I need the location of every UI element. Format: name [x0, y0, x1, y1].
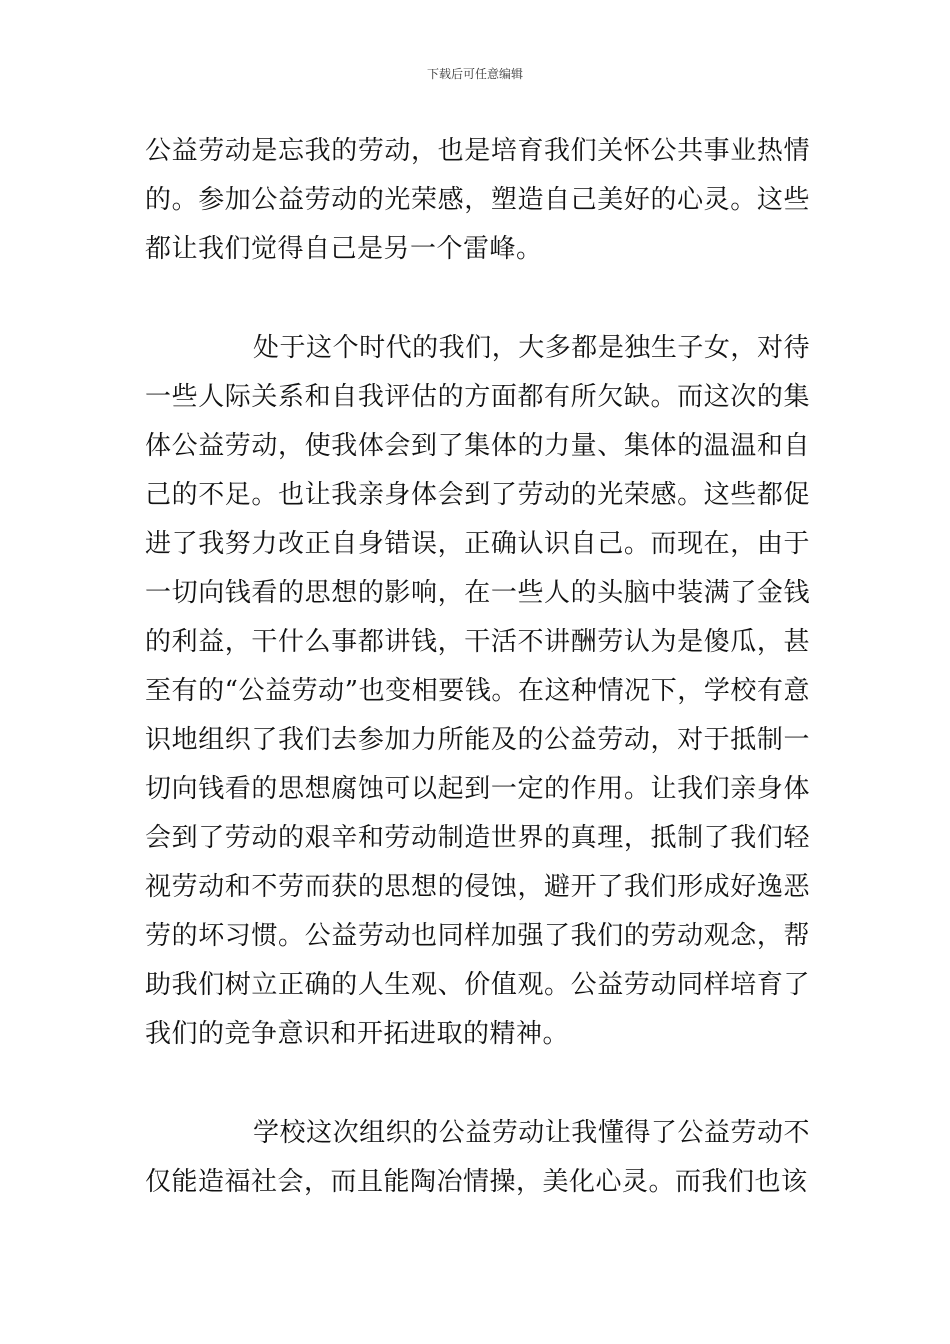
document-body — [145, 127, 810, 1207]
paragraph-2: 处于这个时代的我们，大多都是独生子女，对待一些人际关系和自我评估的方面都有所欠缺。而这次的集体公益劳动，使我体会到了集体的力量、集体的温温和自己的不足。也让我亲身体会到了劳动的光荣感。这些都促进了我努力改正自身错误，正确认识自己。而现在，由于一切向钱看的思想的影响，在一些人的头脑中装满了金钱的利益，干什么事都讲钱，干活不讲酬劳认为是傻瓜，甚至有的“公益劳动”也变相要钱。在这种情况下，学校有意识地组织了我们去参加力所能及的公益劳动，对于抵制一切向钱看的思想腐蚀可以起到一定的作用。让我们亲身体会到了劳动的艰辛和劳动制造世界的真理，抵制了我们轻视劳动和不劳而获的思想的侵蚀，避开了我们形成好逸恶劳的坏习惯。公益劳动也同样加强了我们的劳动观念，帮助我们树立正确的人生观、价值观。公益劳动同样培育了我们的竞争意识和开拓进取的精神。 — [145, 333, 810, 1049]
paragraph-spacer — [145, 274, 810, 324]
paragraph-spacer — [145, 1059, 810, 1109]
page-header: 下载后可任意编辑 — [426, 67, 523, 81]
paragraph-1: 公益劳动是忘我的劳动，也是培育我们关怀公共事业热情的。参加公益劳动的光荣感，塑造自己美好的心灵。这些都让我们觉得自己是另一个雷峰。 — [145, 136, 810, 264]
paragraph-3: 学校这次组织的公益劳动让我懂得了公益劳动不仅能造福社会，而且能陶冶情操，美化心灵。而我们也该 — [145, 1118, 810, 1197]
